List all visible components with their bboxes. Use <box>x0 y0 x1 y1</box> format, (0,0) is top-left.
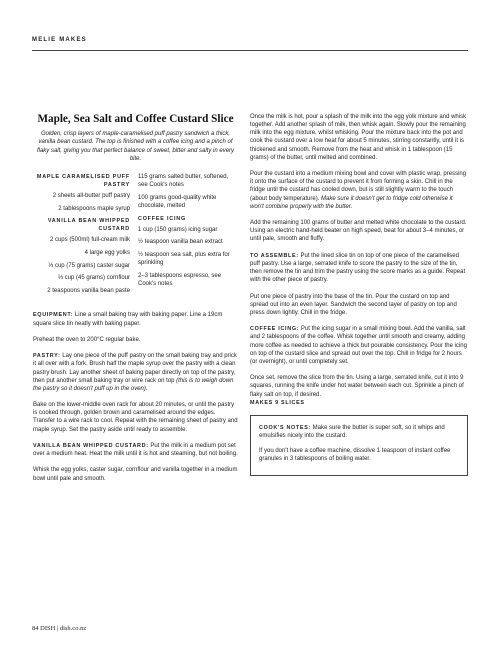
ingredient-item: ⅓ cup (75 grams) caster sugar <box>48 262 130 269</box>
ingredient-item: 2 teaspoons vanilla bean paste <box>47 287 130 294</box>
method-paragraph <box>250 219 468 243</box>
method-paragraph <box>250 170 468 211</box>
paragraph-italic: Make sure it doesn't get to fridge cold otherwise it won't combine properly with the butter. <box>250 195 453 210</box>
left-column <box>33 113 238 491</box>
method-paragraph <box>33 352 238 393</box>
paragraph-lead: COFFEE ICING: <box>250 326 300 333</box>
paragraph-text: Put the lined slice tin on top of one piece of the caramelised puff pastry. Use a large, serrated knife to score the pastry to the size of the tin, then remove the tin and trim the pastry using the score marks as a guide. Repeat with the other piece of pastry. <box>250 252 466 284</box>
ingredient-heading: VANILLA BEAN WHIPPED CUSTARD <box>47 218 130 233</box>
paragraph-text: Make sure the butter is super soft, so it whips and emulsifies nicely into the custard. <box>259 425 445 440</box>
method-paragraph <box>33 466 238 482</box>
ingredient-item: ½ teaspoon sea salt, plus extra for sprinkling <box>138 251 230 266</box>
ingredient-item: 2 sheets all-butter puff pastry <box>52 193 130 200</box>
section-tag: MELIE MAKES <box>32 37 87 43</box>
method-right <box>250 113 468 407</box>
paragraph-lead: COOK'S NOTES: <box>259 425 312 431</box>
cooks-notes-box <box>250 415 468 476</box>
method-paragraph <box>33 336 238 344</box>
yield-note: MAKES 9 SLICES <box>250 399 305 406</box>
paragraph-italic: (this is to weigh down the pastry so it doesn't puff up in the oven). <box>33 377 234 392</box>
ingredient-heading: COFFEE ICING <box>138 215 186 222</box>
paragraph-text: Bake on the lower-middle oven rack for about 20 minutes, or until the pastry is cooked through, golden brown and caramelised around the edges. Transfer to a wire rack to cool. Repeat with the remaining sheet of pastry and maple syrup. Set the pastry aside until ready to assemble. <box>33 402 238 433</box>
ingredient-item: 2 cups (500ml) full-cream milk <box>49 237 130 244</box>
method-left <box>33 311 238 482</box>
method-paragraph <box>250 252 468 285</box>
recipe-intro: Golden, crisp layers of maple-caramelised puff pastry sandwich a thick, vanilla bean custard. The top is finished with a coffee icing and a pinch of flaky salt, giving you that perfect balance of sweet, bitter and salty in every bite. <box>36 131 235 162</box>
method-paragraph <box>250 325 468 366</box>
paragraph-lead: VANILLA BEAN WHIPPED CUSTARD: <box>33 442 149 449</box>
page-folio: 84 DISH | dish.co.nz <box>32 625 87 632</box>
paragraph-text: Add the remaining 100 grams of butter and melted white chocolate to the custard. Using an electric hand-held beater on high speed, beat for about 3–4 minutes, or until pale, smooth and fluffy. <box>250 220 467 243</box>
ingredient-item: 2 tablespoons maple syrup <box>58 205 130 212</box>
ingredient-heading: MAPLE CARAMELISED PUFF PASTRY <box>36 174 130 189</box>
paragraph-text: Once set, remove the slice from the tin. Using a large, serrated knife, cut it into 9 squares, running the knife under hot water between each cut. Sprinkle a pinch of flaky salt on top, if desired. <box>250 375 464 398</box>
paragraph-text: Put the milk in a medium pot set over a medium heat. Heat the milk until it is hot and steaming, but not boiling. <box>33 442 238 458</box>
method-paragraph <box>259 447 459 463</box>
ingredient-item: 1 cup (150 grams) icing sugar <box>138 226 218 233</box>
paragraph-text: Whisk the egg yolks, caster sugar, cornflour and vanilla together in a medium bowl until pale and smooth. <box>33 467 238 482</box>
ingredient-item: 115 grams salted butter, softened, see Cook's notes <box>138 174 229 189</box>
method-paragraph <box>250 374 468 407</box>
method-paragraph <box>250 293 468 317</box>
method-paragraph <box>250 113 468 162</box>
ingredients-right <box>138 173 238 299</box>
paragraph-text: If you don't have a coffee machine, dissolve 1 teaspoon of instant coffee granules in 3 tablespoons of boiling water. <box>259 448 451 463</box>
paragraph-lead: TO ASSEMBLE: <box>250 252 299 259</box>
right-column <box>250 113 468 476</box>
paragraph-text: Pour the custard into a medium mixing bowl and cover with plastic wrap, pressing it onto the surface of the custard to prevent it from forming a skin. Chill in the fridge until the custard has cooled down, but is still slightly warm to the touch (about body temperature). <box>250 171 467 202</box>
method-paragraph <box>33 311 238 327</box>
method-paragraph <box>259 424 459 440</box>
ingredient-item: ½ teaspoon vanilla bean extract <box>138 239 223 246</box>
paragraph-lead: PASTRY: <box>33 353 61 360</box>
ingredients <box>33 173 238 299</box>
paragraph-text: Preheat the oven to 200°C regular bake. <box>33 336 141 343</box>
header-rule <box>32 50 468 51</box>
paragraph-text: Once the milk is hot, pour a splash of the milk into the egg yolk mixture and whisk together. Add another splash of milk, then whisk again. Slowly pour the remaining milk into the egg mixture, whilst whisking. Pour the mixture back into the pot and cook the custard over a low heat for about 5 minutes, stirring constantly, until it is thickened and smooth. Remove from the heat and whisk in 1 tablespoon (15 grams) of the butter, until melted and combined. <box>250 114 467 161</box>
ingredient-item: 4 large egg yolks <box>84 249 130 256</box>
recipe-title: Maple, Sea Salt and Coffee Custard Slice <box>37 113 234 125</box>
ingredients-left <box>33 173 130 299</box>
ingredient-item: ⅓ cup (45 grams) cornflour <box>57 275 130 282</box>
paragraph-text: Put the icing sugar in a small mixing bowl. Add the vanilla, salt and 2 tablespoons of the coffee. Whisk together until smooth and creamy, adding more coffee as needed to achieve a thick but pourable consistency. Pour the icing on top of the custard slice and spread out over the top. Chill in fridge for 2 hours (or overnight), or until completely set. <box>250 326 467 365</box>
ingredient-item: 2–3 tablespoons espresso, see Cook's notes <box>138 272 222 287</box>
method-paragraph <box>33 401 238 434</box>
paragraph-text: Lay one piece of the puff pastry on the small baking tray and prick it all over with a fork. Brush half the maple syrup over the pastry with a clean pastry brush. Lay another sheet of baking paper directly on top of the pastry, then put another small baking tray or wire rack on top <box>33 353 237 384</box>
method-paragraph <box>33 442 238 458</box>
ingredient-item: 100 grams good-quality white chocolate, melted <box>138 194 217 209</box>
paragraph-text: Put one piece of pastry into the base of the tin. Pour the custard on top and spread out into an even layer. Sandwich the second layer of pastry on top and press down lightly. Chill in the fridge. <box>250 293 457 316</box>
paragraph-lead: EQUIPMENT: <box>33 312 74 319</box>
paragraph-text: Line a small baking tray with baking paper. Line a 19cm square slice tin neatly with baking paper. <box>33 312 223 327</box>
